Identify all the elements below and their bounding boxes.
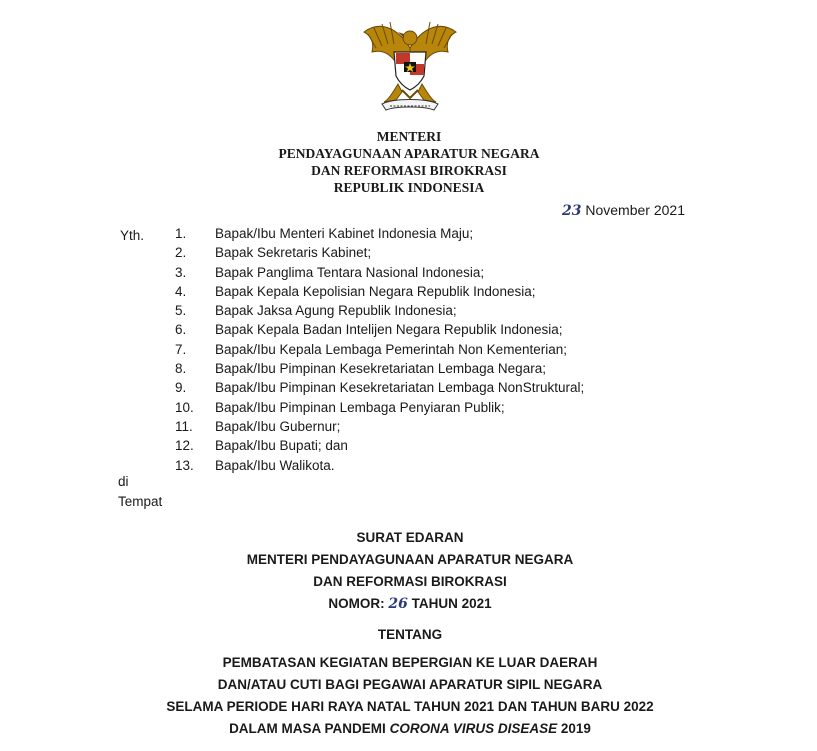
list-item: 8. Bapak/Ibu Pimpinan Kesekretariatan Lembaga Negara; <box>175 361 546 377</box>
recipients-label: Yth. <box>120 228 145 243</box>
list-item: 4. Bapak Kepala Kepolisian Negara Republik Indonesia; <box>175 283 536 299</box>
circular-heading <box>150 530 670 618</box>
subject-line-3: SELAMA PERIODE HARI RAYA NATAL TAHUN 2021 DAN TAHUN BARU 2022 <box>166 699 654 714</box>
letterhead-line-3: DAN REFORMASI BIROKRASI <box>311 163 507 178</box>
circular-subject <box>120 655 700 743</box>
subject-line-2: DAN/ATAU CUTI BAGI PEGAWAI APARATUR SIPIL NEGARA <box>217 677 603 692</box>
list-item: 1. Bapak/Ibu Menteri Kabinet Indonesia Maju; <box>175 226 474 241</box>
list-item: 6. Bapak Kepala Badan Intelijen Negara Republik Indonesia; <box>175 322 563 338</box>
list-item: 7. Bapak/Ibu Kepala Lembaga Pemerintah Non Kementerian; <box>175 341 567 357</box>
list-item: 10. Bapak/Ibu Pimpinan Lembaga Penyiaran Publik; <box>175 399 505 415</box>
date-day-handwritten: 23 <box>562 203 582 219</box>
list-item: 12. Bapak/Ibu Bupati; dan <box>175 438 348 454</box>
letterhead-line-1: MENTERI <box>376 129 442 144</box>
list-item: 11. Bapak/Ibu Gubernur; <box>175 418 341 434</box>
tentang-heading: TENTANG <box>377 627 443 642</box>
date-month-year: November 2021 <box>585 202 685 218</box>
list-item: 5. Bapak Jaksa Agung Republik Indonesia; <box>175 303 457 319</box>
subject-line-4: DALAM MASA PANDEMI CORONA VIRUS DISEASE 2019 <box>229 721 591 736</box>
letter-date <box>562 202 685 219</box>
letterhead-line-4: REPUBLIK INDONESIA <box>333 180 485 195</box>
list-item: 9. Bapak/Ibu Pimpinan Kesekretariatan Lembaga NonStruktural; <box>175 380 585 396</box>
list-item: 2. Bapak Sekretaris Kabinet; <box>175 245 372 261</box>
place-tempat: Tempat <box>118 494 163 509</box>
circular-issuer-2: DAN REFORMASI BIROKRASI <box>313 574 507 589</box>
recipient-list <box>175 226 584 477</box>
letterhead-line-2: PENDAYAGUNAAN APARATUR NEGARA <box>278 146 540 161</box>
letterhead <box>200 128 618 196</box>
place-di: di <box>118 474 129 489</box>
circular-title: SURAT EDARAN <box>356 530 464 545</box>
list-item: 3. Bapak Panglima Tentara Nasional Indonesia; <box>175 264 485 280</box>
subject-line-1: PEMBATASAN KEGIATAN BEPERGIAN KE LUAR DAERAH <box>222 655 598 670</box>
circular-number-handwritten: 26 <box>388 596 408 612</box>
garuda-emblem-icon <box>358 18 462 114</box>
list-item: 13. Bapak/Ibu Walikota. <box>175 457 335 473</box>
circular-number: NOMOR: 26 TAHUN 2021 <box>328 596 492 612</box>
circular-issuer-1: MENTERI PENDAYAGUNAAN APARATUR NEGARA <box>246 552 574 567</box>
